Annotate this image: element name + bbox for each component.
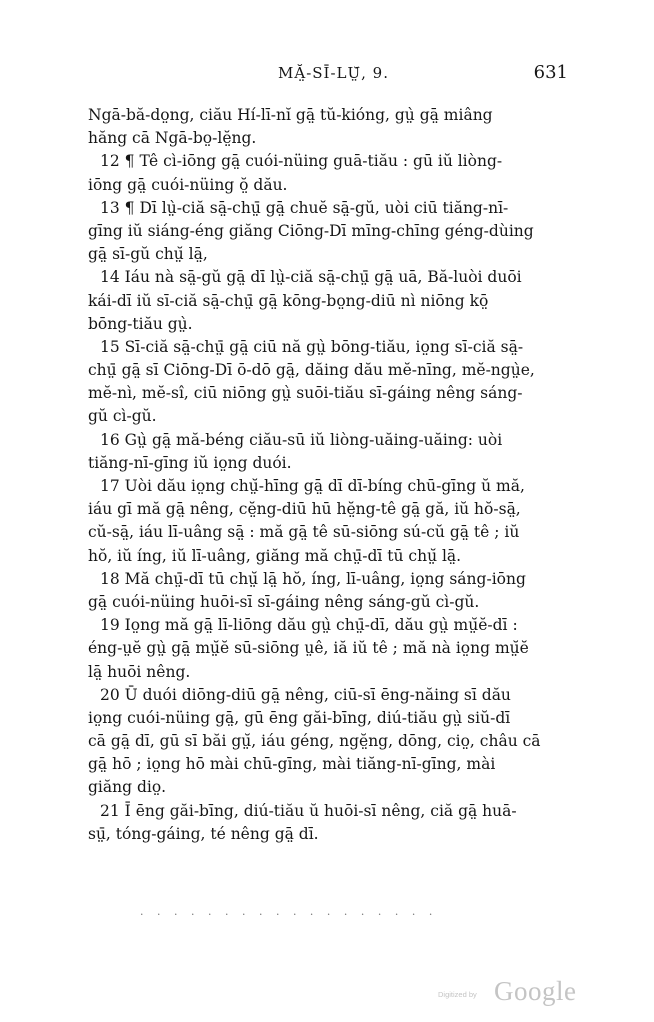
text-line: hăng cā Ngā-bo̤-lĕ̤ng. [88,129,257,148]
text-line: gīng iŭ siáng-éng giăng Ciōng-Dī mīng-chīng géng-dùing [88,221,534,240]
text-line: iáu gī mă gā̤ nêng, cĕ̤ng-diū hū hĕ̤ng-tê gā̤ gă, iŭ hŏ-sā̤, [88,500,521,519]
text-line: mĕ-nì, mĕ-sî, ciū niōng gṳ̀ suōi-tiău sī-gáing nêng sáng- [88,384,523,403]
text-line: 14 Iáu nà sā̤-gŭ gā̤ dī lṳ̀-ciă sā̤-chṳ̄ gā̤ uā, Bă-luòi duōi [100,268,522,287]
text-line: 20 Ū duói diōng-diū gā̤ nêng, ciū-sī ēng-năing sī dău [100,685,511,704]
verse-20 [88,684,568,800]
text-line: 21 Ī ēng găi-bīng, diú-tiău ŭ huōi-sī nêng, ciă gā̤ huā- [100,801,517,820]
text-line: 19 Io̤ng mă gā̤ lī-liōng dău gṳ̀ chṳ̄-dī, dău gṳ̀ mṳ̆ĕ-dī : [100,616,518,635]
text-line: cā gā̤ dī, gū sī băi gṳ̆, iáu géng, ngĕ̤ng, dōng, cio̤, châu cā [88,732,541,751]
text-line: gŭ cì-gŭ. [88,407,157,426]
text-line: éng-ṳĕ gṳ̀ gā̤ mṳ̆ĕ sū-siōng ṳê, iă iŭ tê ; mă nà io̤ng mṳ̆ĕ [88,639,529,658]
verse-13 [88,197,568,267]
text-line: gā̤ sī-gŭ chṳ̆ lā̤, [88,245,208,264]
scan-specks: · · · · · · · · · · · · · · · · · · [140,908,438,921]
text-line: chṳ̄ gā̤ sī Ciōng-Dī ō-dō gā̤, dăing dău mĕ-nīng, mĕ-ngṳ̀e, [88,361,535,380]
text-line: cŭ-sā̤, iáu lī-uâng sā̤ : mă gā̤ tê sū-siōng sú-cŭ gā̤ tê ; iŭ [88,523,520,542]
text-line: hŏ, iŭ íng, iŭ lī-uâng, giăng mă chṳ̄-dī tū chṳ̆ lā̤. [88,546,462,565]
text-line: gā̤ hō ; io̤ng hō mài chū-gīng, mài tiăng-nī-gīng, mài [88,755,496,774]
verse-18 [88,568,568,614]
text-line: bōng-tiău gṳ̀. [88,314,193,333]
text-line: sṳ̄, tóng-gáing, té nêng gā̤ dī. [88,824,319,843]
verse-15 [88,336,568,429]
text-line: 15 Sī-ciă sā̤-chṳ̄ gā̤ ciū nă gṳ̀ bōng-tiău, io̤ng sī-ciă sā̤- [100,337,524,356]
text-line: gā̤ cuói-nüing huōi-sī sī-gáing nêng sáng-gŭ cì-gŭ. [88,592,480,611]
watermark-prefix: Digitized by [438,990,477,999]
text-line: Ngā-bă-do̤ng, ciău Hí-lī-nĭ gā̤ tŭ-kióng, gṳ̀ gā̤ miâng [88,106,493,124]
text-line: 16 Gṳ̀ gā̤ mă-béng ciău-sū iŭ liòng-uăing-uăing: uòi [100,430,503,449]
body-text [88,104,568,846]
text-line: tiăng-nī-gīng iŭ io̤ng duói. [88,453,292,472]
text-line: 17 Uòi dău io̤ng chṳ̆-hīng gā̤ dī dī-bíng chū-gīng ŭ mă, [100,477,525,495]
page-number: 631 [533,62,568,83]
verse-16 [88,429,568,475]
running-head: MĂ̤-SĪ-LṲ̆, 9. [278,64,389,82]
page-header [88,62,568,86]
google-logo: Google [494,976,577,1006]
verse-21 [88,800,568,846]
verse-19 [88,614,568,684]
text-line: giăng dio̤. [88,778,167,797]
digitized-watermark [438,978,578,1008]
verse-17 [88,475,568,568]
text-line: 18 Mă chṳ̄-dī tū chṳ̆ lā̤ hŏ, íng, lī-uâng, io̤ng sáng-iōng [100,569,526,588]
paragraph-continuation [88,104,568,150]
verse-12 [88,150,568,196]
text-line: lā̤ huōi nêng. [88,662,191,681]
verse-14 [88,266,568,336]
text-line: io̤ng cuói-nüing gā̤, gū ēng găi-bīng, diú-tiău gṳ̀ siŭ-dī [88,708,511,727]
text-line: iōng gā̤ cuói-nüing ŏ̤ dău. [88,175,288,194]
text-line: 13 ¶ Dī lṳ̀-ciă sā̤-chṳ̄ gā̤ chuĕ sā̤-gŭ, uòi ciū tiăng-nī- [100,198,509,217]
text-line: 12 ¶ Tê cì-iōng gā̤ cuói-nüing guā-tiău : gū iŭ liòng- [100,152,503,171]
text-line: kái-dī iŭ sī-ciă sā̤-chṳ̄ gā̤ kōng-bo̤ng-diū nì niōng kō̤ [88,291,489,310]
